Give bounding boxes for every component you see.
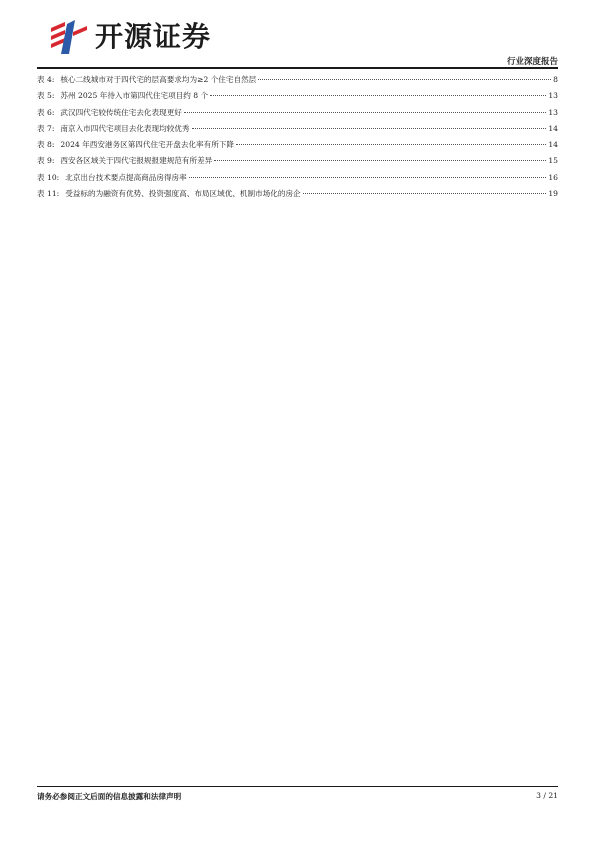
- toc-page: 16: [548, 172, 558, 182]
- toc-leader: [258, 79, 551, 80]
- toc-entry[interactable]: [37, 123, 558, 139]
- toc-label: 表 9:: [37, 156, 55, 166]
- table-of-contents: [37, 74, 558, 204]
- toc-entry[interactable]: [37, 90, 558, 106]
- toc-entry[interactable]: [37, 172, 558, 188]
- toc-page: 13: [548, 107, 558, 117]
- toc-leader: [192, 128, 547, 129]
- toc-leader: [214, 160, 546, 161]
- footer-divider: [37, 786, 558, 787]
- toc-entry[interactable]: [37, 107, 558, 123]
- toc-entry[interactable]: [37, 188, 558, 204]
- toc-label: 表 11:: [37, 189, 60, 199]
- toc-page: 14: [548, 140, 558, 150]
- toc-leader: [210, 95, 546, 96]
- toc-title: 苏州 2025 年待入市第四代住宅项目约 8 个: [60, 91, 209, 101]
- page-number: 3 / 21: [536, 791, 558, 800]
- toc-entry[interactable]: [37, 139, 558, 155]
- page-header: [0, 0, 595, 70]
- toc-title: 西安各区域关于四代宅报规报建规范有所差异: [60, 156, 213, 166]
- disclaimer-note: 请务必参阅正文后面的信息披露和法律声明: [37, 792, 182, 801]
- toc-label: 表 7:: [37, 123, 55, 133]
- toc-title: 北京出台技术要点提高商品房得房率: [65, 172, 187, 182]
- brand-name: 开源证券: [95, 20, 212, 53]
- toc-label: 表 10:: [37, 172, 60, 182]
- brand-logo: [47, 18, 211, 56]
- toc-title: 核心二线城市对于四代宅的层高要求均为≥2 个住宅自然层: [60, 75, 257, 84]
- toc-title: 2024 年西安港务区第四代住宅开盘去化率有所下降: [60, 140, 235, 150]
- header-divider: [37, 67, 558, 69]
- toc-leader: [189, 177, 547, 178]
- toc-label: 表 5:: [37, 91, 55, 101]
- toc-leader: [236, 144, 546, 145]
- toc-label: 表 4:: [37, 75, 55, 84]
- toc-page: 8: [553, 75, 558, 84]
- toc-label: 表 8:: [37, 140, 55, 150]
- toc-page: 15: [548, 156, 558, 166]
- report-type: 行业深度报告: [506, 57, 558, 67]
- toc-leader: [303, 193, 547, 194]
- toc-entry[interactable]: [37, 74, 558, 90]
- toc-title: 南京入市四代宅项目去化表现均较优秀: [60, 123, 190, 133]
- toc-page: 13: [548, 91, 558, 101]
- toc-entry[interactable]: [37, 155, 558, 171]
- toc-page: 19: [548, 189, 558, 199]
- toc-page: 14: [548, 123, 558, 133]
- toc-title: 武汉四代宅较传统住宅去化表现更好: [60, 107, 182, 117]
- kaiyuan-logo-icon: [47, 18, 91, 56]
- toc-title: 受益标的为融资有优势、投资强度高、布局区域优、机制市场化的房企: [65, 189, 301, 199]
- toc-label: 表 6:: [37, 107, 55, 117]
- toc-leader: [184, 112, 546, 113]
